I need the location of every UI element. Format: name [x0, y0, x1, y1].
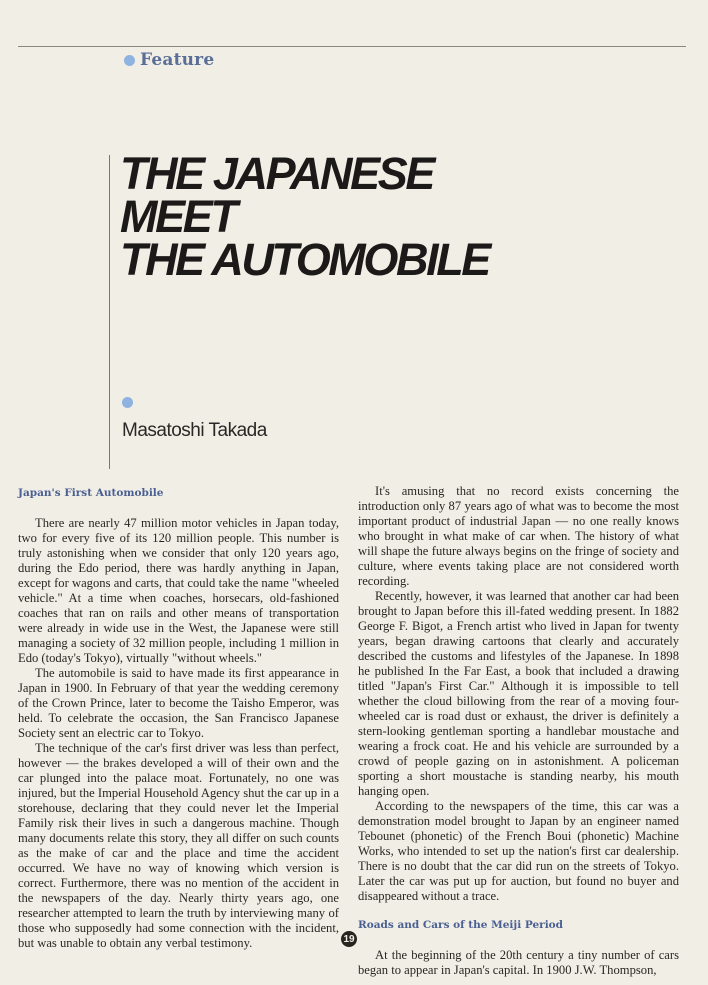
paragraph: The automobile is said to have made its first appearance in Japan in 1900. In February of that year the wedding ceremony of the Crown Prince, later to become the Taisho Emperor, was held. To celebrate the occasion, the San Francisco Japanese Society sent an electric car to Tokyo.: [18, 666, 339, 740]
top-rule: [18, 46, 686, 47]
title-line-1: THE JAPANESE: [120, 148, 433, 199]
page-number: 19: [341, 931, 357, 947]
section-label: Feature: [140, 50, 215, 70]
section-heading-first-automobile: Japan's First Automobile: [18, 487, 164, 499]
title-line-3: THE AUTOMOBILE: [120, 234, 489, 285]
right-column: [358, 484, 679, 978]
section-heading-meiji-roads: Roads and Cars of the Meiji Period: [358, 919, 564, 931]
section-tag: [124, 50, 214, 70]
paragraph: Recently, however, it was learned that another car had been brought to Japan before this ill-fated wedding present. In 1882 George F. Bigot, a French artist who lived in Japan for twenty years, began drawing cartoons that clearly and accurately described the customs and lifestyles of the Japanese. In 1898 he published In the Far East, a book that included a drawing titled "Japan's First Car." Although it is impossible to tell whether the cloud billowing from the rear of a moving four-wheeled car is road dust or exhaust, the driver is definitely a stern-looking gentleman sporting a handlebar moustache and wearing a frock coat. He and his vehicle are surrounded by a crowd of people gazing on in astonishment. A policeman sporting a short moustache is standing nearby, his mouth hanging open.: [358, 589, 679, 798]
paragraph: There are nearly 47 million motor vehicles in Japan today, two for every five of its 120 million people. This number is truly astonishing when we consider that only 120 years ago, during the Edo period, there was hardly anything in Japan, except for wagons and carts, that could take the name "wheeled vehicle." At a time when coaches, horsecars, old-fashioned coaches that ran on rails and other means of transportation were already in wide use in the West, the Japanese were still managing a society of 32 million people, including 1 million in Edo (today's Tokyo), virtually "without wheels.": [18, 516, 339, 665]
article-title: [120, 148, 489, 285]
paragraph: At the beginning of the 20th century a tiny number of cars began to appear in Japan's capital. In 1900 J.W. Thompson,: [358, 948, 679, 977]
author-dot-icon: [122, 397, 133, 408]
left-column: [18, 484, 339, 951]
author-name: Masatoshi Takada: [122, 420, 267, 441]
paragraph: The technique of the car's first driver was less than perfect, however — the brakes developed a will of their own and the car plunged into the palace moat. Fortunately, no one was injured, but the Imperial Household Agency shut the car up in a storehouse, declaring that they could never let the Imperial Family risk their lives in such a dangerous machine. Though many documents relate this story, they all differ on such counts as the make of car and the place and time the accident occurred. We have no way of knowing which version is correct. Furthermore, there was no mention of the accident in the newspapers of the day. Nearly thirty years ago, one researcher attempted to learn the truth by interviewing many of those who supposedly had some connection with the incident, but was unable to obtain any verbal testimony.: [18, 741, 339, 950]
blue-dot-icon: [124, 55, 135, 66]
paragraph: According to the newspapers of the time, this car was a demonstration model brought to Japan by an engineer named Tebounet (phonetic) of the French Boui (phonetic) Machine Works, who intended to set up the nation's first car dealership. There is no doubt that the car did run on the streets of Tokyo. Later the car was put up for auction, but found no buyer and disappeared without a trace.: [358, 799, 679, 903]
title-vertical-rule: [109, 155, 110, 469]
title-line-2: MEET: [120, 191, 236, 242]
paragraph: It's amusing that no record exists concerning the introduction only 87 years ago of what was to become the most important product of industrial Japan — no one really knows who brought in what make of car when. The history of what will shape the future always begins on the fringe of society and culture, where events taking place are not considered worth recording.: [358, 484, 679, 588]
